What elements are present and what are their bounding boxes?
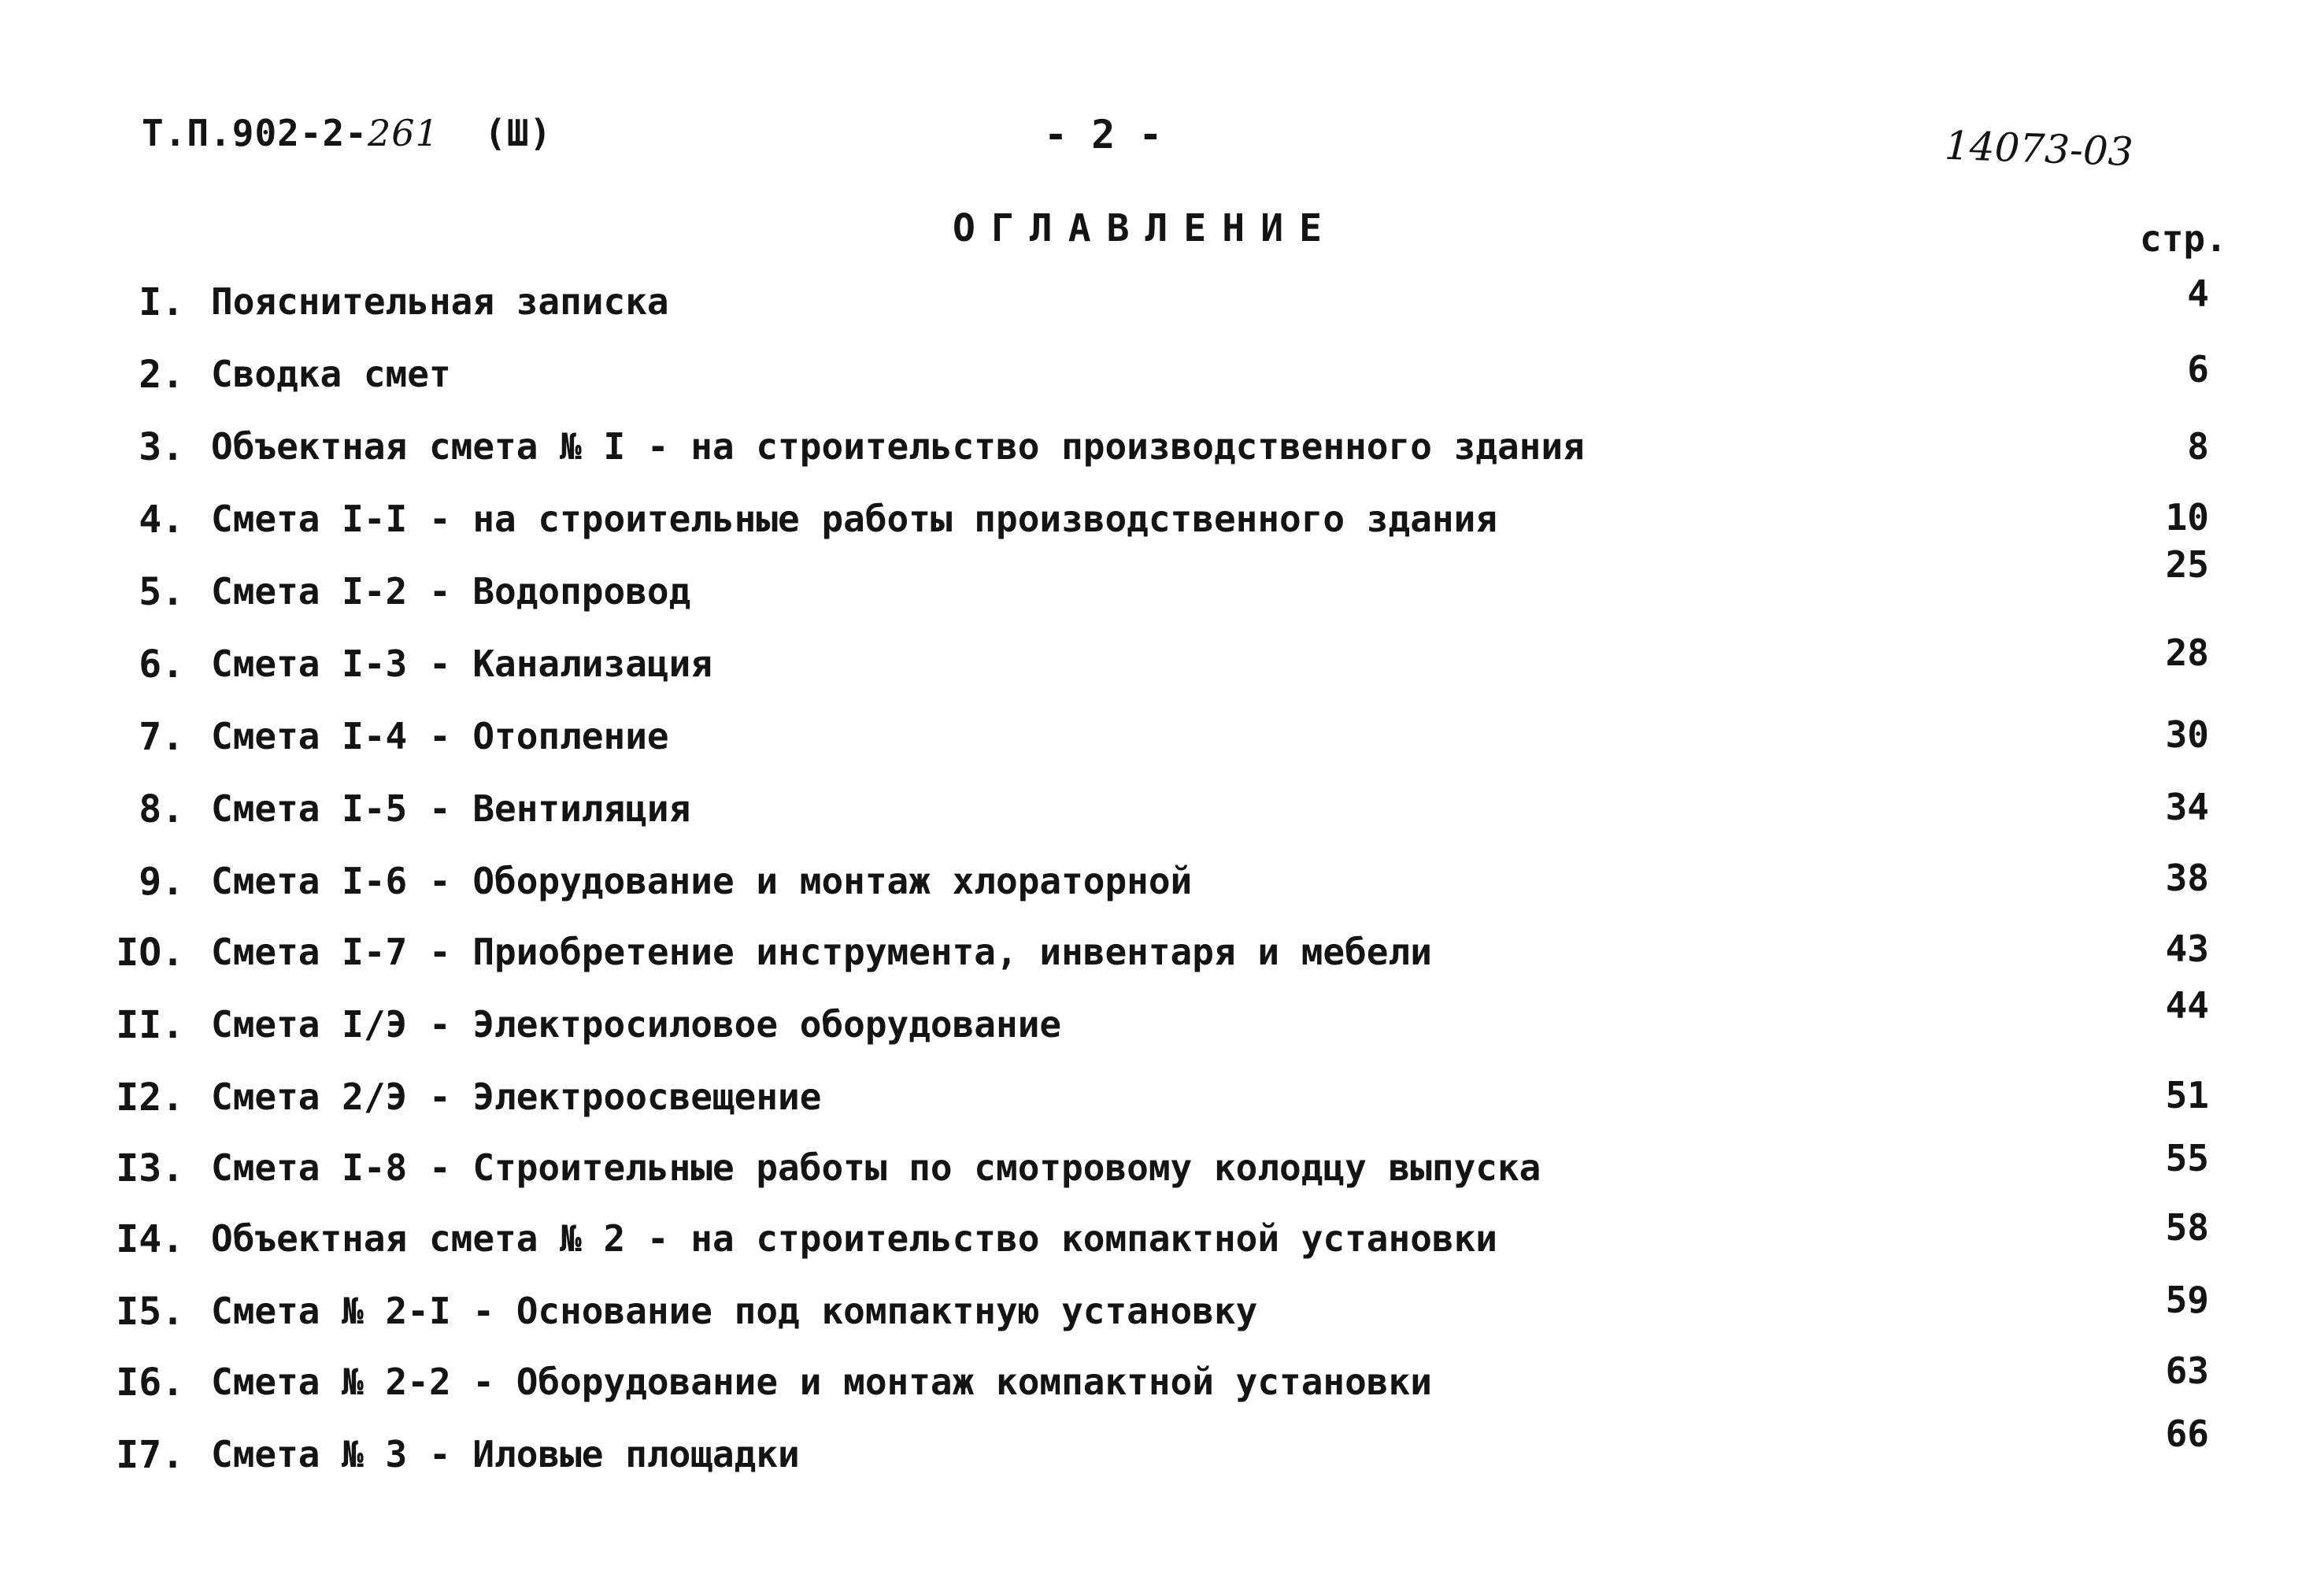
document-code-handwritten: 261	[367, 112, 439, 154]
entry-number: 3.	[139, 425, 184, 469]
document-code	[142, 112, 552, 154]
entry-title: Смета I-5 - Вентиляция	[211, 787, 691, 830]
entry-page: 38	[2165, 857, 2209, 899]
entry-title: Смета № 2-I - Основание под компактную установку	[211, 1290, 1258, 1332]
toc-entry	[0, 1137, 2324, 1194]
entry-title: Смета I-7 - Приобретение инструмента, инвентаря и мебели	[211, 931, 1432, 973]
entry-title: Сводка смет	[211, 353, 451, 395]
entry-number: 4.	[139, 498, 184, 542]
document-code-part: (Ш)	[484, 112, 553, 154]
entry-title: Смета I-2 - Водопровод	[211, 570, 691, 613]
entry-page: 43	[2165, 927, 2209, 970]
entry-title: Смета I-8 - Строительные работы по смотровому колодцу выпуска	[211, 1146, 1541, 1189]
entry-title: Пояснительная записка	[211, 280, 669, 323]
entry-number: 9.	[139, 860, 184, 904]
entry-page: 6	[2187, 348, 2209, 391]
entry-title: Смета № 2-2 - Оборудование и монтаж компактной установки	[211, 1361, 1432, 1403]
entry-title: Смета I-6 - Оборудование и монтаж хлораторной	[211, 860, 1193, 902]
entry-page: 58	[2165, 1206, 2209, 1249]
toc-entry	[0, 1076, 2324, 1123]
toc-entry	[0, 498, 2324, 545]
toc-entry	[0, 984, 2324, 1050]
entry-number: 2.	[139, 353, 184, 397]
toc-entry	[0, 272, 2324, 328]
entry-page: 25	[2165, 543, 2209, 586]
entry-title: Смета I-I - на строительные работы производственного здания	[211, 498, 1497, 540]
entry-number: II.	[116, 1003, 184, 1047]
toc-entry	[0, 787, 2324, 835]
toc-entry	[0, 631, 2324, 690]
entry-page: 10	[2165, 496, 2209, 539]
entry-title: Смета I-4 - Отопление	[211, 715, 669, 757]
entry-number: I5.	[116, 1290, 184, 1334]
entry-page: 51	[2165, 1074, 2209, 1116]
toc-entry	[0, 857, 2324, 907]
toc-entry	[0, 1206, 2324, 1264]
entry-page: 66	[2165, 1413, 2209, 1455]
entry-number: IO.	[116, 931, 184, 975]
entry-number: 6.	[139, 642, 184, 687]
toc-entry	[0, 543, 2324, 617]
entry-page: 59	[2165, 1279, 2209, 1321]
entry-number: I7.	[116, 1433, 184, 1477]
entry-page: 8	[2187, 425, 2209, 468]
document-code-prefix: Т.П.902-2-	[142, 112, 368, 154]
entry-title: Смета № 3 - Иловые площадки	[211, 1433, 800, 1475]
entry-page: 28	[2165, 631, 2209, 674]
toc-entry	[0, 715, 2324, 762]
toc-entry	[0, 1413, 2324, 1480]
entry-title: Смета I-3 - Канализация	[211, 642, 712, 685]
archive-number: 14073-03	[1944, 122, 2134, 176]
toc-entry	[0, 1350, 2324, 1408]
entry-number: I2.	[116, 1076, 184, 1120]
entry-page: 30	[2165, 713, 2209, 756]
entry-title: Смета I/Э - Электросиловое оборудование	[211, 1003, 1062, 1046]
entry-page: 44	[2165, 984, 2209, 1027]
entry-number: 7.	[139, 715, 184, 759]
entry-title: Объектная смета № I - на строительство производственного здания	[211, 425, 1585, 468]
entry-number: I6.	[116, 1361, 184, 1405]
entry-title: Объектная смета № 2 - на строительство компактной установки	[211, 1217, 1497, 1260]
entry-page: 63	[2165, 1350, 2209, 1392]
toc-entry	[0, 425, 2324, 472]
page-number: - 2 -	[1044, 112, 1163, 157]
toc-entry	[0, 927, 2324, 978]
entry-number: I4.	[116, 1217, 184, 1261]
entry-number: 8.	[139, 787, 184, 831]
page-column-header: стр.	[2140, 217, 2227, 260]
entry-title: Смета 2/Э - Электроосвещение	[211, 1076, 822, 1118]
entry-number: 5.	[139, 570, 184, 614]
entry-number: I.	[139, 280, 184, 324]
entry-page: 55	[2165, 1137, 2209, 1179]
toc-title: ОГЛАВЛЕНИЕ	[953, 206, 1338, 250]
entry-number: I3.	[116, 1146, 184, 1190]
toc-entry	[0, 1279, 2324, 1337]
toc-entry	[0, 348, 2324, 400]
entry-page: 34	[2165, 786, 2209, 828]
entry-page: 4	[2187, 272, 2209, 315]
